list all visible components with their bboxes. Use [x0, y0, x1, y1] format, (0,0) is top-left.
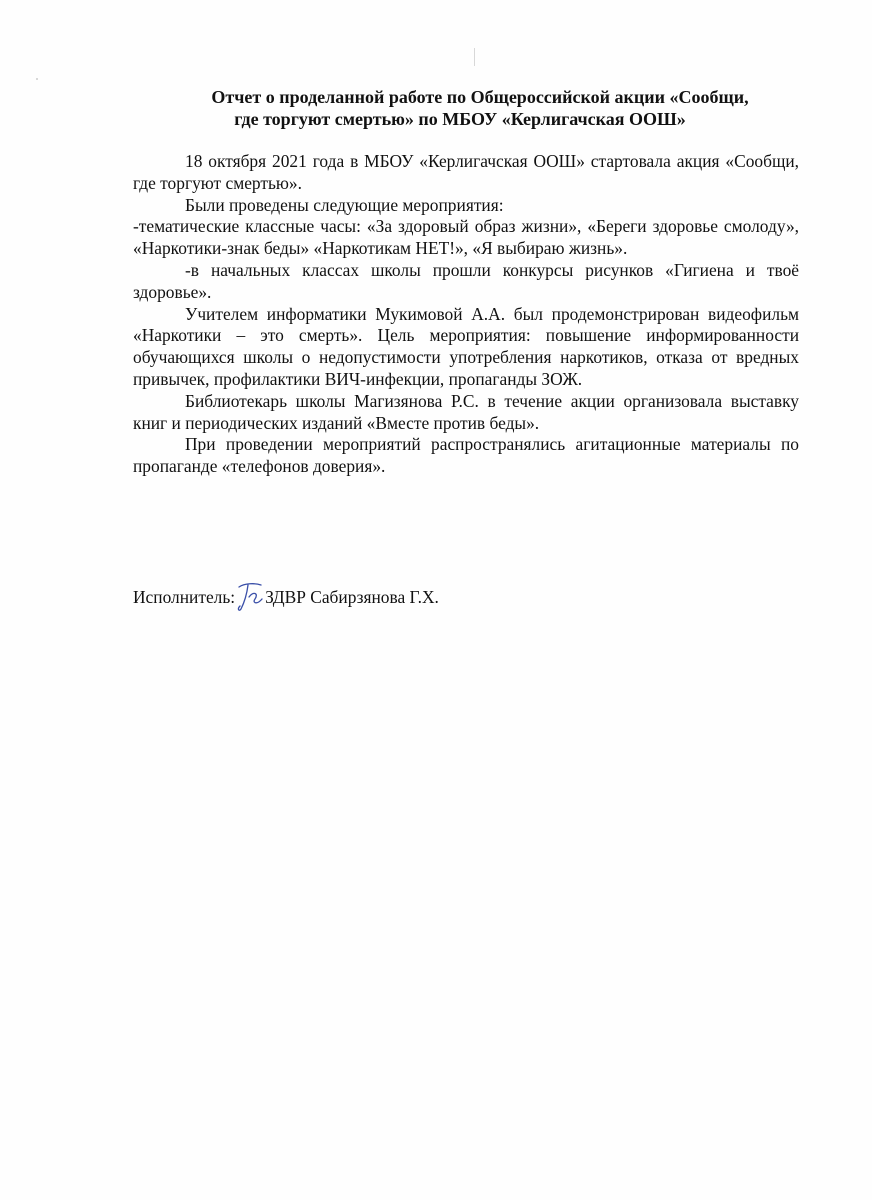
- document-body: [133, 151, 799, 478]
- scan-artifact: [36, 78, 38, 80]
- handwritten-signature-icon: [235, 579, 265, 615]
- signature-name: ЗДВР Сабирзянова Г.Х.: [265, 587, 439, 607]
- paragraph-events-heading: Были проведены следующие мероприятия:: [185, 194, 504, 215]
- scan-artifact: [474, 48, 475, 66]
- paragraph-drawing-contest: -в начальных классах школы прошли конкурсы рисунков «Гигиена и твоё здоровье».: [133, 259, 799, 302]
- signature-line: [133, 584, 439, 608]
- paragraph-intro: 18 октября 2021 года в МБОУ «Керлигачская ООШ» стартовала акция «Сообщи, где торгуют смертью».: [133, 151, 799, 193]
- document-title: [150, 86, 810, 130]
- paragraph-video: Учителем информатики Мукимовой А.А. был продемонстрирован видеофильм «Наркотики – это смерть». Цель мероприятия: повышение информированности обучающихся школы о недопустимости употребления наркотиков, отказа от вредных привычек, профилактики ВИЧ-инфекции, пропаганды ЗОЖ.: [133, 303, 799, 389]
- paragraph-library: Библиотекарь школы Магизянова Р.С. в течение акции организовала выставку книг и периодических изданий «Вместе против беды».: [133, 390, 799, 433]
- paragraph-materials: При проведении мероприятий распространялись агитационные материалы по пропаганде «телефонов доверия».: [133, 434, 799, 477]
- title-line-2: где торгуют смертью» по МБОУ «Керлигачская ООШ»: [234, 109, 686, 129]
- paragraph-class-hours: -тематические классные часы: «За здоровый образ жизни», «Береги здоровье смолоду», «Наркотики-знак беды» «Наркотикам НЕТ!», «Я выбираю жизнь».: [133, 216, 799, 259]
- title-line-1: Отчет о проделанной работе по Общероссийской акции «Сообщи,: [211, 87, 749, 107]
- signature-label: Исполнитель:: [133, 587, 236, 607]
